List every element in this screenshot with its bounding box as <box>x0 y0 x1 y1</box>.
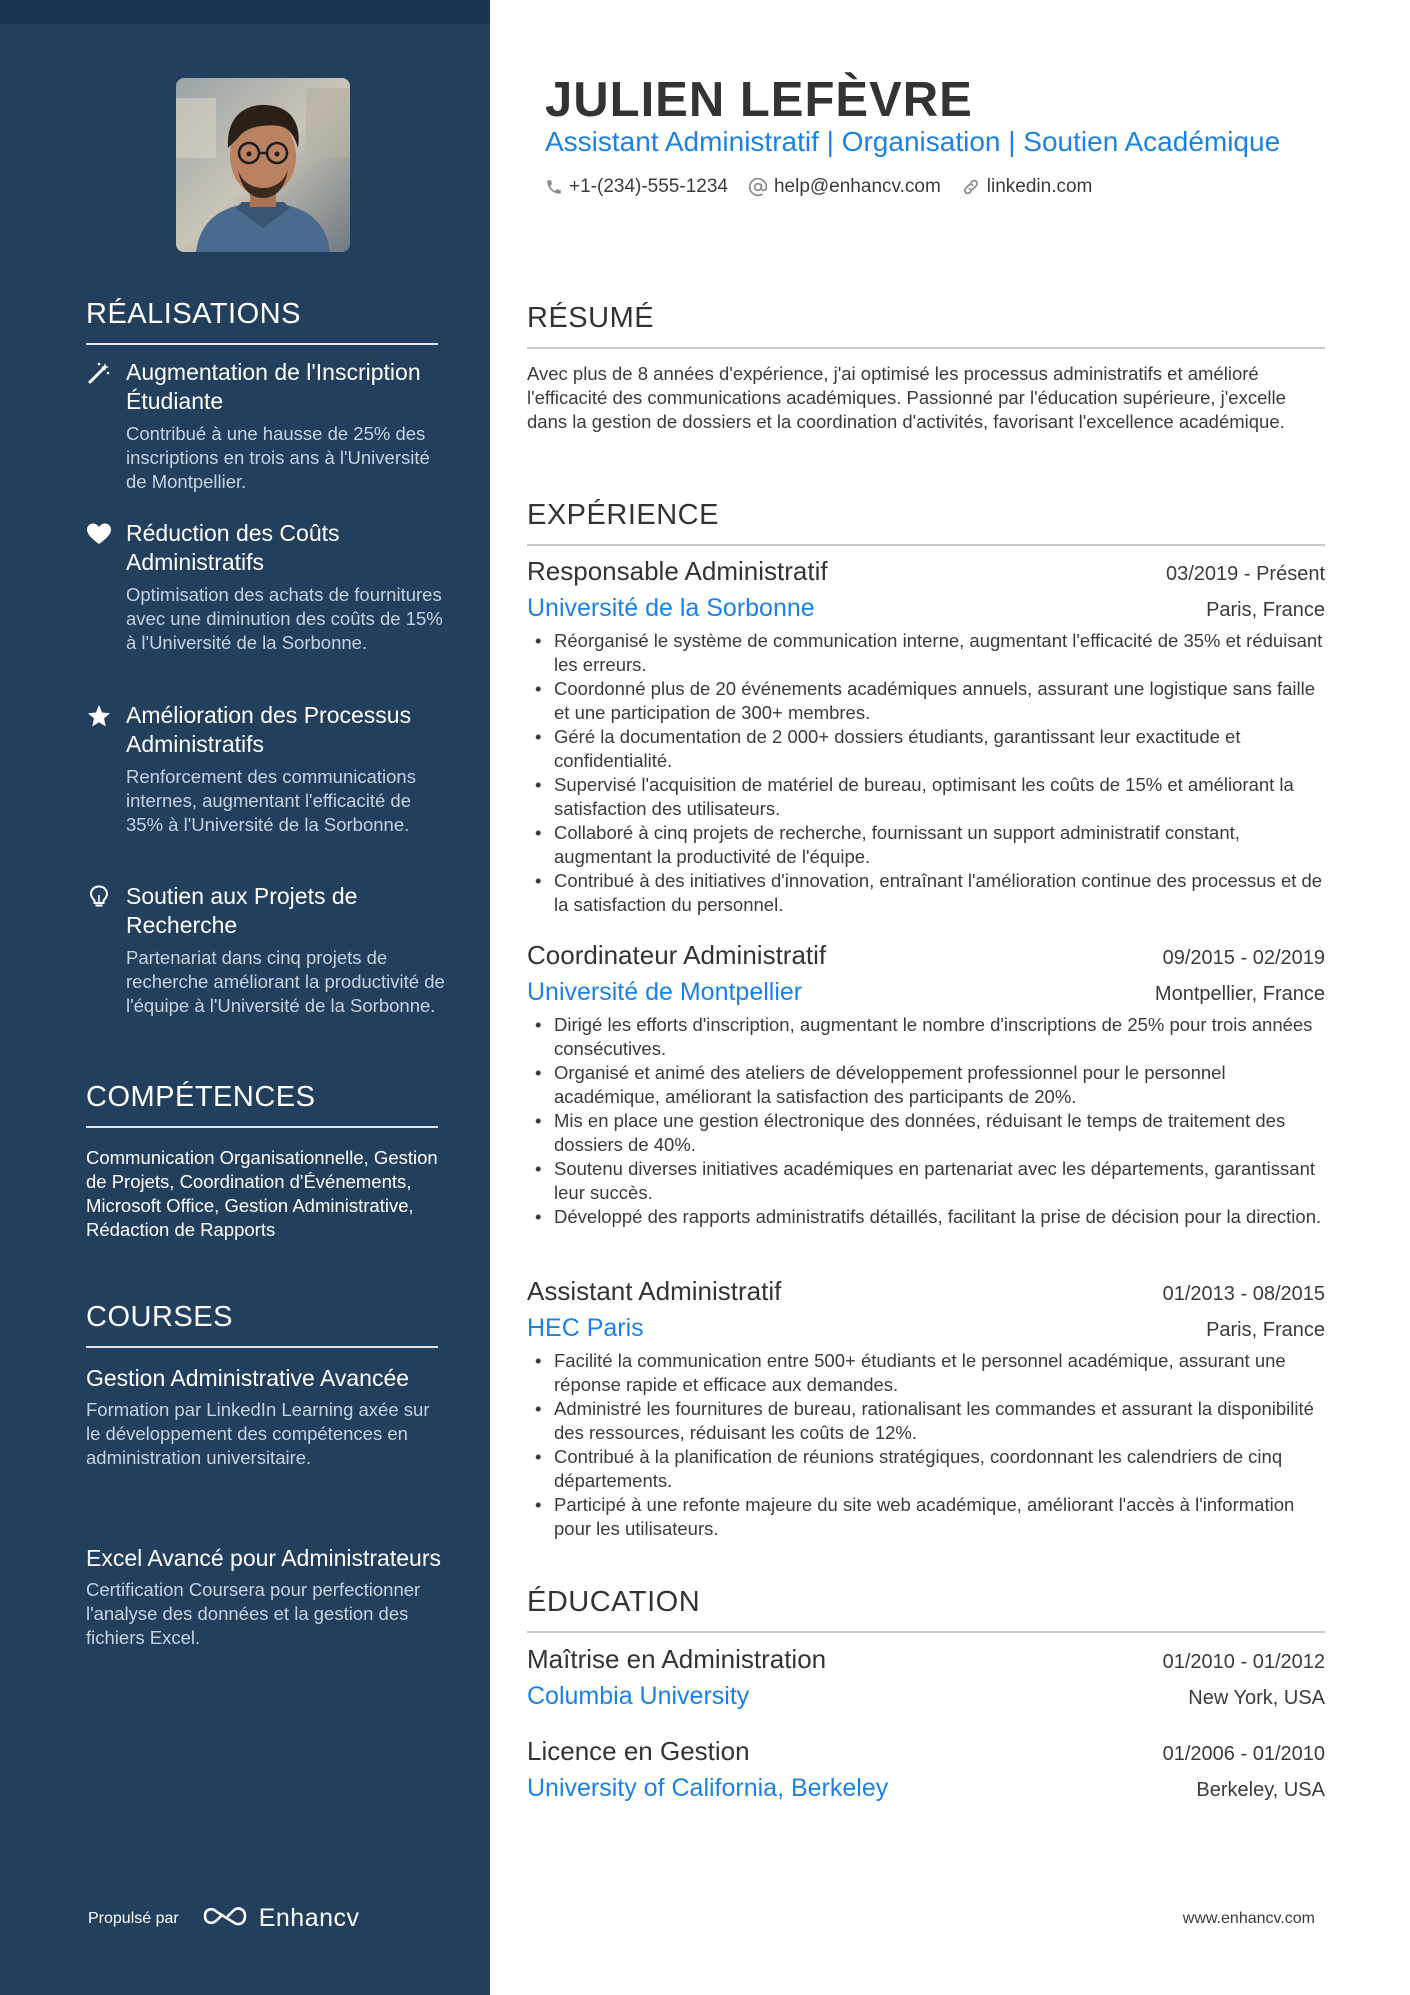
achievement-title: Amélioration des Processus Administratifs <box>126 702 412 757</box>
main-content <box>490 0 1410 1995</box>
bullet-item: • Contribué à des initiatives d'innovation, entraînant l'amélioration continue des processus et de la satisfaction du personnel. <box>527 869 1325 917</box>
job-title: Responsable Administratif <box>527 556 828 586</box>
achievement-item <box>86 701 446 837</box>
achievement-description: Optimisation des achats de fournitures avec une diminution des coûts de 15% à l'Université de la Sorbonne. <box>126 584 443 653</box>
school-name: Columbia University <box>527 1682 750 1710</box>
education-heading: ÉDUCATION <box>527 1586 1325 1633</box>
powered-by-label: Propulsé par <box>88 1909 179 1927</box>
course-item <box>86 1364 446 1470</box>
enhancv-logo-icon <box>201 1903 249 1934</box>
job-organization: Université de Montpellier <box>527 978 803 1006</box>
achievement-item <box>86 519 446 655</box>
course-title: Excel Avancé pour Administrateurs <box>86 1545 441 1571</box>
sidebar <box>0 0 490 1995</box>
course-title: Gestion Administrative Avancée <box>86 1365 410 1391</box>
job-dates: 03/2019 - Présent <box>1166 563 1325 585</box>
achievement-title: Augmentation de l'Inscription Étudiante <box>126 359 421 414</box>
bullet-item: • Contribué à la planification de réunions stratégiques, coordonnant les calendriers de cinq départements. <box>527 1445 1325 1493</box>
job-organization: Université de la Sorbonne <box>527 594 815 622</box>
experience-item <box>527 556 1325 917</box>
courses-heading: COURSES <box>86 1301 438 1348</box>
brand-name: Enhancv <box>258 1904 360 1932</box>
education-item <box>527 1644 1325 1711</box>
email-address: help@enhancv.com <box>773 176 941 197</box>
sidebar-top-bar <box>0 0 490 24</box>
course-item <box>86 1544 446 1650</box>
summary-heading: RÉSUMÉ <box>527 302 1325 349</box>
school-name: University of California, Berkeley <box>527 1774 889 1802</box>
achievement-description: Partenariat dans cinq projets de recherche améliorant la productivité de l'équipe à l'Université de la Sorbonne. <box>126 947 445 1016</box>
job-bullets <box>527 1013 1325 1229</box>
job-title: Assistant Administratif <box>527 1276 782 1306</box>
footer-url[interactable]: www.enhancv.com <box>1182 1910 1315 1927</box>
experience-item <box>527 940 1325 1229</box>
job-organization: HEC Paris <box>527 1314 644 1342</box>
achievement-item <box>86 358 446 494</box>
bullet-item: • Administré les fournitures de bureau, rationalisant les commandes et assurant la disponibilité des ressources, réduisant les coûts de 12%. <box>527 1397 1325 1445</box>
bullet-item: • Supervisé l'acquisition de matériel de bureau, optimisant les coûts de 15% et améliorant la satisfaction des utilisateurs. <box>527 773 1325 821</box>
achievement-description: Renforcement des communications internes, augmentant l'efficacité de 35% à l'Université de la Sorbonne. <box>126 766 416 835</box>
bullet-item: • Facilité la communication entre 500+ étudiants et le personnel académique, assurant une réponse rapide et efficace aux demandes. <box>527 1349 1325 1397</box>
bullet-item: • Développé des rapports administratifs détaillés, facilitant la prise de décision pour la direction. <box>527 1205 1325 1229</box>
job-title: Coordinateur Administratif <box>527 940 827 970</box>
job-location: Paris, France <box>1206 1319 1325 1341</box>
skills-heading: COMPÉTENCES <box>86 1081 438 1128</box>
contact-phone[interactable] <box>545 176 728 198</box>
achievement-item <box>86 882 446 1018</box>
achievement-title: Réduction des Coûts Administratifs <box>126 520 340 575</box>
phone-number: +1-(234)-555-1234 <box>569 176 728 197</box>
powered-by <box>88 1903 360 1934</box>
experience-heading: EXPÉRIENCE <box>527 499 1325 546</box>
job-bullets <box>527 1349 1325 1541</box>
course-description: Certification Coursera pour perfectionner l'analyse des données et la gestion des fichiers Excel. <box>86 1579 421 1648</box>
course-description: Formation par LinkedIn Learning axée sur le développement des compétences en administration universitaire. <box>86 1399 430 1468</box>
school-location: New York, USA <box>1188 1687 1325 1709</box>
education-dates: 01/2006 - 01/2010 <box>1162 1743 1325 1765</box>
candidate-tagline: Assistant Administratif | Organisation | Soutien Académique <box>545 126 1281 157</box>
education-dates: 01/2010 - 01/2012 <box>1162 1651 1325 1673</box>
bullet-item: • Organisé et animé des ateliers de développement professionnel pour le personnel académique, améliorant la satisfaction des participants de 20%. <box>527 1061 1325 1109</box>
candidate-name: JULIEN LEFÈVRE <box>545 73 973 127</box>
degree-title: Licence en Gestion <box>527 1736 750 1766</box>
school-location: Berkeley, USA <box>1196 1779 1325 1801</box>
bullet-item: • Coordonné plus de 20 événements académiques annuels, assurant une logistique sans faille et une participation de 300+ membres. <box>527 677 1325 725</box>
linkedin-url: linkedin.com <box>986 176 1093 197</box>
link-icon <box>961 177 981 197</box>
bullet-item: • Soutenu diverses initiatives académiques en partenariat avec les départements, garantissant leur succès. <box>527 1157 1325 1205</box>
achievements-heading: RÉALISATIONS <box>86 298 438 345</box>
bullet-item: • Participé à une refonte majeure du site web académique, améliorant l'accès à l'information pour les utilisateurs. <box>527 1493 1325 1541</box>
star-icon <box>86 703 112 729</box>
bullet-item: • Réorganisé le système de communication interne, augmentant l'efficacité de 35% et réduisant les erreurs. <box>527 629 1325 677</box>
at-sign-icon <box>748 177 768 197</box>
achievement-description: Contribué à une hausse de 25% des inscriptions en trois ans à l'Université de Montpellier. <box>126 423 430 492</box>
job-dates: 01/2013 - 08/2015 <box>1162 1283 1325 1305</box>
job-location: Montpellier, France <box>1154 983 1325 1005</box>
skills-list: Communication Organisationnelle, Gestion de Projets, Coordination d'Événements, Microsoft Office, Gestion Administrative, Rédaction de Rapports <box>86 1147 438 1240</box>
experience-item <box>527 1276 1325 1541</box>
job-location: Paris, France <box>1206 599 1325 621</box>
summary-text: Avec plus de 8 années d'expérience, j'ai optimisé les processus administratifs et amélioré l'efficacité des communications académiques. Passionné par l'éducation supérieure, j'excelle dans la gestion de dossiers et la coordination d'activités, favorisant l'excellence académique. <box>527 363 1286 432</box>
bullet-item: • Géré la documentation de 2 000+ dossiers étudiants, garantissant leur exactitude et confidentialité. <box>527 725 1325 773</box>
contact-linkedin[interactable] <box>961 176 1093 198</box>
bullet-item: • Collaboré à cinq projets de recherche, fournissant un support administratif constant, augmentant la productivité de l'équipe. <box>527 821 1325 869</box>
education-item <box>527 1736 1325 1803</box>
degree-title: Maîtrise en Administration <box>527 1644 827 1674</box>
bullet-item: • Mis en place une gestion électronique des données, réduisant le temps de traitement des dossiers de 40%. <box>527 1109 1325 1157</box>
achievement-title: Soutien aux Projets de Recherche <box>126 883 358 938</box>
magic-wand-icon <box>86 360 112 386</box>
lightbulb-icon <box>86 884 112 910</box>
contact-email[interactable] <box>748 176 941 198</box>
job-bullets <box>527 629 1325 917</box>
phone-icon <box>545 178 563 196</box>
bullet-item: • Dirigé les efforts d'inscription, augmentant le nombre d'inscriptions de 25% pour trois années consécutives. <box>527 1013 1325 1061</box>
job-dates: 09/2015 - 02/2019 <box>1162 947 1325 969</box>
heart-icon <box>86 521 112 547</box>
contact-info <box>545 176 1112 198</box>
profile-photo <box>176 78 350 252</box>
